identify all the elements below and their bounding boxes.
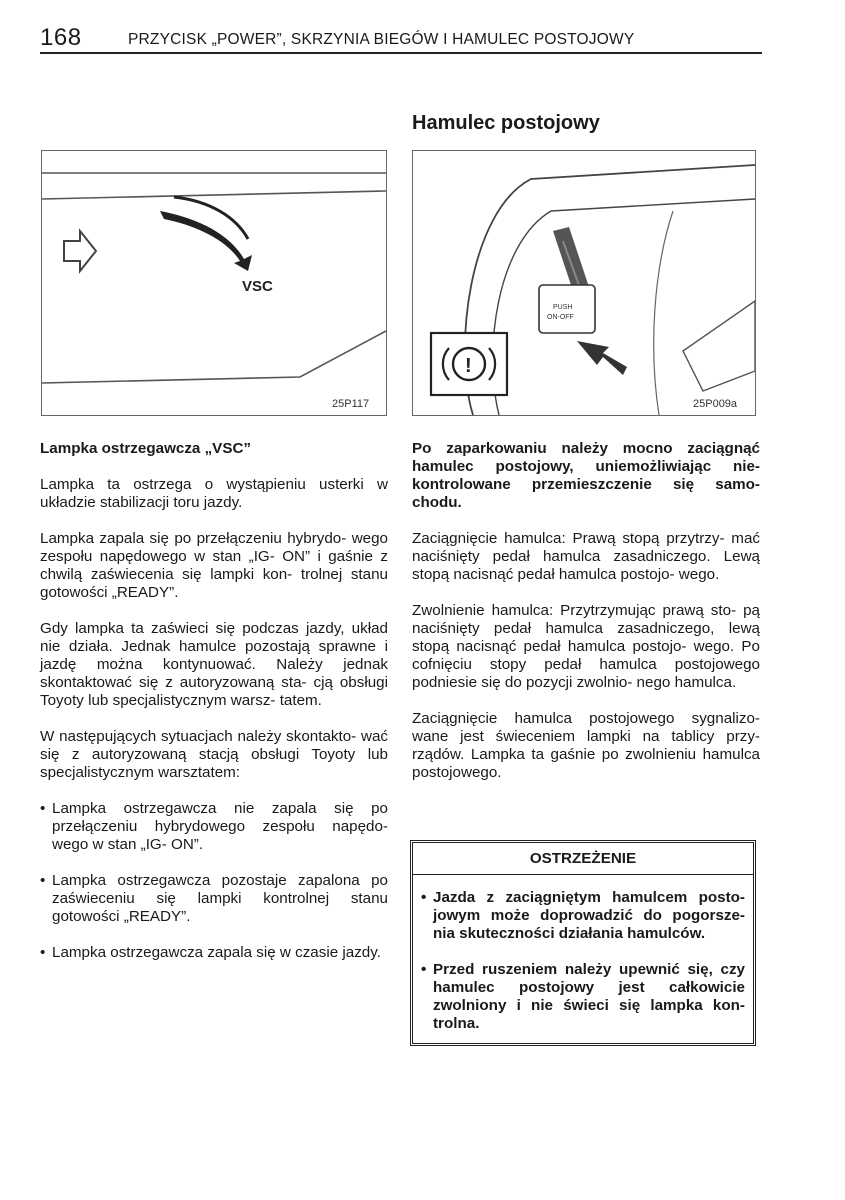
page-number: 168 <box>40 24 82 51</box>
vsc-paragraph-2: Lampka zapala się po przełączeniu hybrydo- wego zespołu napędowego w stan „IG- ON” i gaśnie z chwilą zaświecenia się lampki kon- trolnej stanu gotowości „READY”. <box>40 530 388 601</box>
page-header <box>40 26 762 54</box>
curved-arrow-icon <box>160 197 252 271</box>
figure-code-right: 25P009a <box>693 398 738 410</box>
bullet-icon: • <box>40 944 46 961</box>
left-column <box>40 440 388 980</box>
list-item-text: Lampka ostrzegawcza zapala się w czasie jazdy. <box>52 944 381 961</box>
warning-box <box>412 842 754 1044</box>
chapter-title: PRZYCISK „POWER”, SKRZYNIA BIEGÓW I HAMULEC POSTOJOWY <box>128 31 635 48</box>
bullet-icon: • <box>421 889 427 906</box>
figure-code-left: 25P117 <box>332 398 370 410</box>
parking-brake-lead: Po zaparkowaniu należy mocno zaciągnąć hamulec postojowy, uniemożliwiając nie- kontrolowane przemieszczenie się samo- chodu. <box>412 440 760 511</box>
vsc-paragraph-4: W następujących sytuacjach należy skontakto- wać się z autoryzowaną stacją obsługi Toyoty lub specjalistycznym warsztatem: <box>40 728 388 781</box>
list-item <box>40 800 388 854</box>
parking-brake-illustration-svg <box>413 151 755 415</box>
warning-item <box>421 961 745 1033</box>
bullet-icon: • <box>40 800 46 817</box>
right-arrow-icon <box>64 231 96 271</box>
vsc-label: VSC <box>242 278 273 295</box>
vsc-figure <box>41 150 387 416</box>
warning-item-text: Jazda z zaciągniętym hamulcem posto- jowym może doprowadzić do pogorsze- nia skuteczności działania hamulców. <box>433 889 745 942</box>
parking-brake-paragraph-1: Zaciągnięcie hamulca: Prawą stopą przytrzy- mać naciśnięty pedał hamulca zasadniczego. Lewą stopą nacisnąć pedał hamulca postojo- wego. <box>412 530 760 583</box>
list-item <box>40 944 388 962</box>
list-item <box>40 872 388 926</box>
pointer-arrow-icon <box>577 341 627 375</box>
right-column <box>412 440 760 800</box>
svg-text:!: ! <box>465 355 472 377</box>
parking-brake-figure <box>412 150 756 416</box>
brake-warning-lamp-icon <box>431 333 507 395</box>
vsc-paragraph-3: Gdy lampka ta zaświeci się podczas jazdy, układ nie działa. Jednak hamulce pozostają sprawne i jazdę można kontynuować. Należy jednak skontaktować się z autoryzowaną sta- cją obsługi Toyoty lub specjalistycznym warsz- tatem. <box>40 620 388 709</box>
svg-text:PUSH: PUSH <box>553 304 573 311</box>
parking-brake-paragraph-2: Zwolnienie hamulca: Przytrzymując prawą sto- pą naciśnięty pedał hamulca zasadniczego, lewą stopą nacisnąć pedał hamulca postojo- wego. Po cofnięciu stopy pedał hamulca postojowego podniesie się do pozycji zwolnio- nego hamulca. <box>412 602 760 691</box>
list-item-text: Lampka ostrzegawcza pozostaje zapalona po zaświeceniu się lampki kontrolnej stanu gotowości „READY”. <box>52 872 388 925</box>
parking-brake-release-handle <box>539 285 595 333</box>
vsc-heading: Lampka ostrzegawcza „VSC” <box>40 440 252 457</box>
vsc-paragraph-1: Lampka ta ostrzega o wystąpieniu usterki w układzie stabilizacji toru jazdy. <box>40 476 388 511</box>
section-title-parking-brake: Hamulec postojowy <box>412 112 600 134</box>
parking-brake-paragraph-3: Zaciągnięcie hamulca postojowego sygnalizo- wane jest świeceniem lampki na tablicy przy- rządów. Lampka ta gaśnie po zwolnieniu hamulca postojowego. <box>412 710 760 781</box>
vsc-illustration-svg <box>42 151 386 415</box>
svg-text:ON-OFF: ON-OFF <box>547 314 574 321</box>
list-item-text: Lampka ostrzegawcza nie zapala się po przełączeniu hybrydowego zespołu napędo- wego w stan „IG- ON”. <box>52 800 388 853</box>
bullet-icon: • <box>40 872 46 889</box>
warning-body <box>413 875 753 1043</box>
warning-item <box>421 889 745 943</box>
warning-item-text: Przed ruszeniem należy upewnić się, czy hamulec postojowy jest całkowicie zwolniony i nie świeci się lampka kon- trolna. <box>433 961 745 1032</box>
warning-title: OSTRZEŻENIE <box>413 843 753 875</box>
bullet-icon: • <box>421 961 427 978</box>
